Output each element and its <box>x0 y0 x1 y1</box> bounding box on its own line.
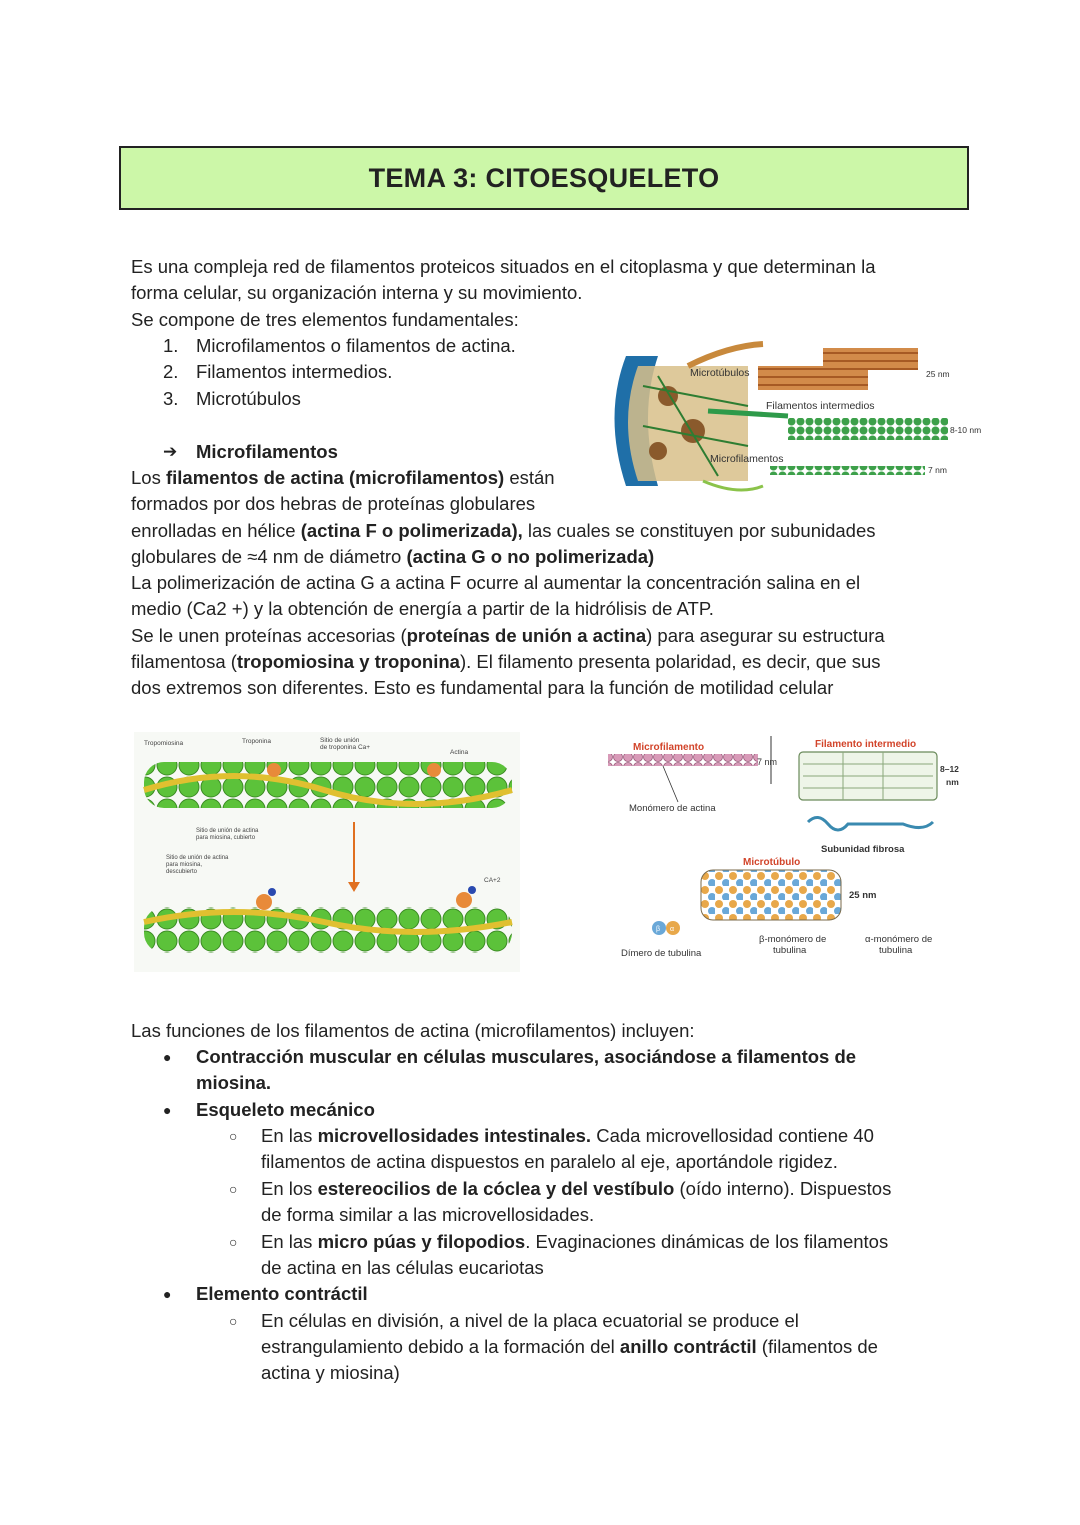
label-7nm: 7 nm <box>757 757 778 767</box>
sub-item: de actina en las células eucariotas <box>261 1257 544 1278</box>
microfilament-strand <box>703 481 763 490</box>
function-item: miosina. <box>196 1072 272 1093</box>
sub-item: de forma similar a las microvellosidades. <box>261 1204 595 1225</box>
bullet-icon: ● <box>163 1286 172 1302</box>
paragraph-line: Los filamentos de actina (microfilamentos) están <box>131 467 555 488</box>
label-descubierto: descubierto <box>166 869 198 875</box>
alpha-symbol: α <box>670 926 675 933</box>
label-troponina: Troponina <box>242 738 272 745</box>
label-alpha: tubulina <box>879 945 913 956</box>
bullet-icon: ● <box>163 1049 172 1065</box>
functions-intro: Las funciones de los filamentos de actina (microfilamentos) incluyen: <box>131 1020 695 1041</box>
fibrous-subunit <box>808 817 933 830</box>
label-intermedios: Filamentos intermedios <box>766 400 875 412</box>
page-title: TEMA 3: CITOESQUELETO <box>368 162 720 193</box>
label-7nm: 7 nm <box>928 465 947 475</box>
beta-symbol: β <box>656 926 661 933</box>
troponin-top <box>267 763 281 777</box>
list-item: Microtúbulos <box>196 388 301 409</box>
organelle <box>649 442 667 460</box>
label-beta: β-monómero de <box>759 934 827 945</box>
title-box <box>119 146 969 210</box>
microfilament-beads <box>608 754 758 766</box>
list-item: Microfilamentos o filamentos de actina. <box>196 335 516 356</box>
sub-item: En las micro púas y filopodios. Evaginaciones dinámicas de los filamentos <box>261 1231 889 1252</box>
paragraph-line: globulares de ≈4 nm de diámetro (actina G o no polimerizada) <box>131 546 655 567</box>
paragraph-line: medio (Ca2 +) y la obtención de energía a partir de la hidrólisis de ATP. <box>131 598 714 619</box>
label-812: 8–12 <box>940 764 959 774</box>
paragraph-line: filamentosa (tropomiosina y troponina). El filamento presenta polaridad, es decir, que sus <box>131 651 881 672</box>
label-cubierto: Sitio de unión de actina <box>196 828 259 834</box>
label-actina: Actina <box>450 749 469 756</box>
cytoskeleton-figure <box>598 336 982 500</box>
sub-item: En los estereocilios de la cóclea y del vestíbulo (oído interno). Dispuestos <box>261 1178 892 1199</box>
label-microfilamentos: Microfilamentos <box>710 453 784 465</box>
paragraph-line: La polimerización de actina G a actina F ocurre al aumentar la concentración salina en el <box>131 572 861 593</box>
label-sitio-ca: Sitio de unión <box>320 737 360 744</box>
troponin-bottom <box>456 892 472 908</box>
label-microtubulo: Microtúbulo <box>743 857 801 868</box>
microfilament <box>770 466 925 475</box>
pointer-line <box>663 766 678 802</box>
paragraph-line: enrolladas en hélice (actina F o polimerizada), las cuales se constituyen por subunidades <box>131 520 876 541</box>
label-microtubulos: Microtúbulos <box>690 367 750 379</box>
sub-item: En células en división, a nivel de la placa ecuatorial se produce el <box>261 1310 799 1331</box>
actin-regulation-figure <box>134 732 520 972</box>
label-intermedio: Filamento intermedio <box>815 739 917 750</box>
label-25nm: 25 nm <box>849 890 877 901</box>
intro-line: Es una compleja red de filamentos proteicos situados en el citoplasma y que determinan la <box>131 256 876 277</box>
label-alpha: α-monómero de <box>865 934 933 945</box>
sub-item: actina y miosina) <box>261 1362 400 1383</box>
label-cubierto: para miosina, cubierto <box>196 835 256 841</box>
function-item: Elemento contráctil <box>196 1283 368 1304</box>
paragraph-line: dos extremos son diferentes. Esto es fundamental para la función de motilidad celular <box>131 677 834 698</box>
arrow-icon: ➔ <box>163 442 178 461</box>
list-item: Filamentos intermedios. <box>196 361 393 382</box>
calcium-ion <box>268 888 276 896</box>
label-tropomiosina: Tropomiosina <box>144 740 184 747</box>
bullet-icon: ● <box>163 1102 172 1118</box>
sub-bullet-icon: ○ <box>229 1181 238 1197</box>
label-810nm: 8-10 nm <box>950 425 982 435</box>
organelle <box>681 419 705 443</box>
intro-line: forma celular, su organización interna y su movimiento. <box>131 282 583 303</box>
label-dimero: Dímero de tubulina <box>621 948 702 959</box>
paragraph-line: Se le unen proteínas accesorias (proteínas de unión a actina) para asegurar su estructura <box>131 625 885 646</box>
label-25nm: 25 nm <box>926 369 950 379</box>
label-microfilamento: Microfilamento <box>633 742 705 753</box>
label-descubierto: Sitio de unión de actina <box>166 855 229 861</box>
filament-comparison-figure <box>603 732 973 964</box>
function-item: Esqueleto mecánico <box>196 1099 375 1120</box>
microtubule-cylinder <box>701 870 841 920</box>
label-sitio-ca: de troponina Ca+ <box>320 744 371 751</box>
microtubule-strand <box>688 344 763 366</box>
list-number: 2. <box>163 361 179 382</box>
label-ca2: CA+2 <box>484 877 501 884</box>
sub-bullet-icon: ○ <box>229 1313 238 1329</box>
calcium-ion <box>468 886 476 894</box>
label-812: nm <box>946 777 959 787</box>
paragraph-line: formados por dos hebras de proteínas globulares <box>131 493 536 514</box>
label-monomero: Monómero de actina <box>629 803 716 814</box>
label-descubierto: para miosina, <box>166 862 203 868</box>
sub-item: estrangulamiento debido a la formación del anillo contráctil (filamentos de <box>261 1336 878 1357</box>
label-beta: tubulina <box>773 945 807 956</box>
list-number: 3. <box>163 388 179 409</box>
sub-bullet-icon: ○ <box>229 1128 238 1144</box>
function-item: Contracción muscular en células musculares, asociándose a filamentos de <box>196 1046 857 1067</box>
microtubule-bundle <box>823 348 918 370</box>
intermediate-filament <box>788 418 948 440</box>
sub-bullet-icon: ○ <box>229 1234 238 1250</box>
label-subunidad: Subunidad fibrosa <box>821 844 905 855</box>
intro-line: Se compone de tres elementos fundamentales: <box>131 309 519 330</box>
troponin-bottom <box>256 894 272 910</box>
section-heading: Microfilamentos <box>196 441 338 462</box>
sub-item: En las microvellosidades intestinales. Cada microvellosidad contiene 40 <box>261 1125 874 1146</box>
troponin-top <box>427 763 441 777</box>
sub-item: filamentos de actina dispuestos en paralelo al eje, aportándole rigidez. <box>261 1151 838 1172</box>
list-number: 1. <box>163 335 179 356</box>
